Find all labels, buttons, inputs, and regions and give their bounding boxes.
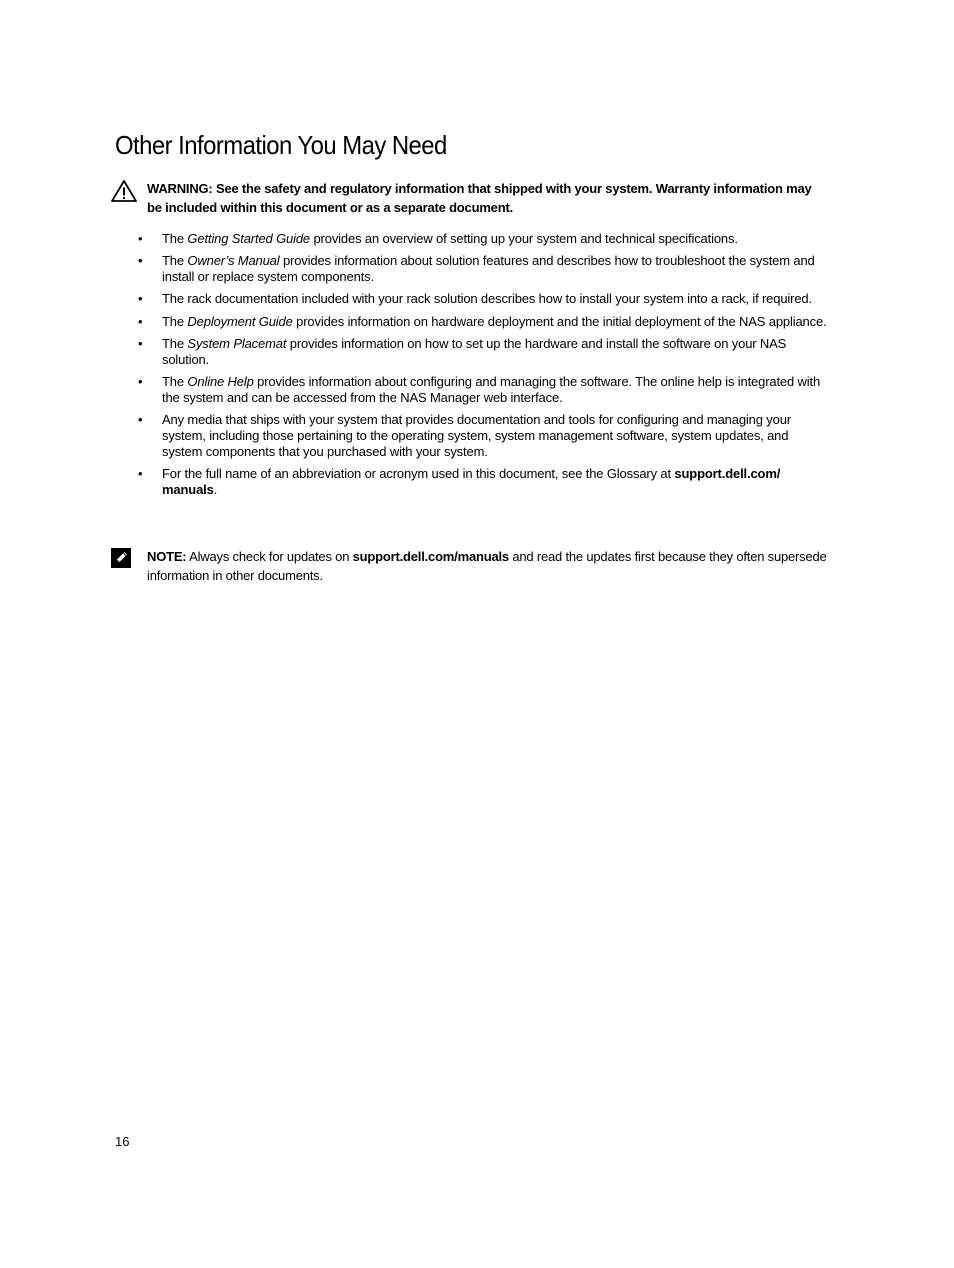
note-callout (110, 547, 827, 589)
note-prefix: Always check for updates on (186, 549, 353, 564)
manuals-link[interactable]: support.dell.com/manuals (352, 549, 509, 564)
list-item: • The Owner’s Manual provides information about solution features and describes how to troubleshoot the system and install or replace system components. (138, 253, 815, 285)
note-text (147, 547, 827, 585)
page-number: 16 (115, 1134, 130, 1149)
item-text: Any media that ships with your system that provides documentation and tools for configuring and managing your system, including those pertaining to the operating system, system management software, system updates, and system components that you purchased with your system. (162, 412, 791, 460)
item-text: The rack documentation included with your rack solution describes how to install your system into a rack, if required. (162, 291, 812, 307)
item-prefix: The (162, 313, 188, 329)
item-prefix: The (162, 231, 188, 246)
document-title: Deployment Guide (187, 313, 293, 329)
list-item: • Any media that ships with your system that provides documentation and tools for configuring and managing your system, including those pertaining to the operating system, system management software, system updates, and system components that you purchased with your system. (138, 412, 791, 460)
document-title: Getting Started Guide (187, 231, 311, 246)
item-text: provides information about solution features and describes how to troubleshoot the system and install or replace system components. (162, 253, 815, 285)
item-prefix: The (162, 253, 188, 269)
note-label: NOTE: (147, 549, 187, 564)
information-list (138, 231, 828, 505)
document-title: System Placemat (187, 335, 287, 351)
page-title: Other Information You May Need (115, 130, 447, 160)
item-prefix: The (162, 373, 188, 389)
item-prefix: The (162, 335, 188, 351)
list-item: • The System Placemat provides information on how to set up the hardware and install the software on your NAS solution. (138, 335, 787, 367)
warning-text: WARNING: See the safety and regulatory information that shipped with your system. Warranty information may be included within this document or as a separate document. (147, 181, 812, 215)
list-item: • For the full name of an abbreviation or acronym used in this document, see the Glossary at support.dell.com/ manuals. (138, 466, 781, 498)
document-title: Online Help (187, 373, 254, 389)
list-item: • The Online Help provides information about configuring and managing the software. The online help is integrated with the system and can be accessed from the NAS Manager web interface. (138, 373, 821, 405)
document-title: Owner’s Manual (187, 253, 280, 269)
warning-triangle-icon (110, 179, 138, 203)
item-text: . (213, 482, 218, 498)
item-text: provides information on how to set up the hardware and install the software on your NAS solution. (162, 335, 787, 367)
item-prefix: For the full name of an abbreviation or acronym used in this document, see the Glossary at (162, 466, 675, 482)
list-item: • The Deployment Guide provides information on hardware deployment and the initial deployment of the NAS appliance. (138, 313, 827, 329)
list-item: • The rack documentation included with your rack solution describes how to install your system into a rack, if required. (138, 291, 812, 307)
glossary-link[interactable]: support.dell.com/ manuals (162, 466, 781, 498)
item-text: provides information about configuring and managing the software. The online help is integrated with the system and can be accessed from the NAS Manager web interface. (162, 373, 821, 405)
item-text: provides information on hardware deployment and the initial deployment of the NAS appliance. (292, 313, 827, 329)
note-suffix: and read the updates first because they often supersede information in other documents. (147, 549, 827, 583)
item-text: provides an overview of setting up your system and technical specifications. (310, 231, 738, 246)
note-pencil-icon (110, 547, 138, 571)
list-item: • The Getting Started Guide provides an overview of setting up your system and technical specifications. (138, 231, 738, 246)
warning-callout (110, 179, 820, 221)
